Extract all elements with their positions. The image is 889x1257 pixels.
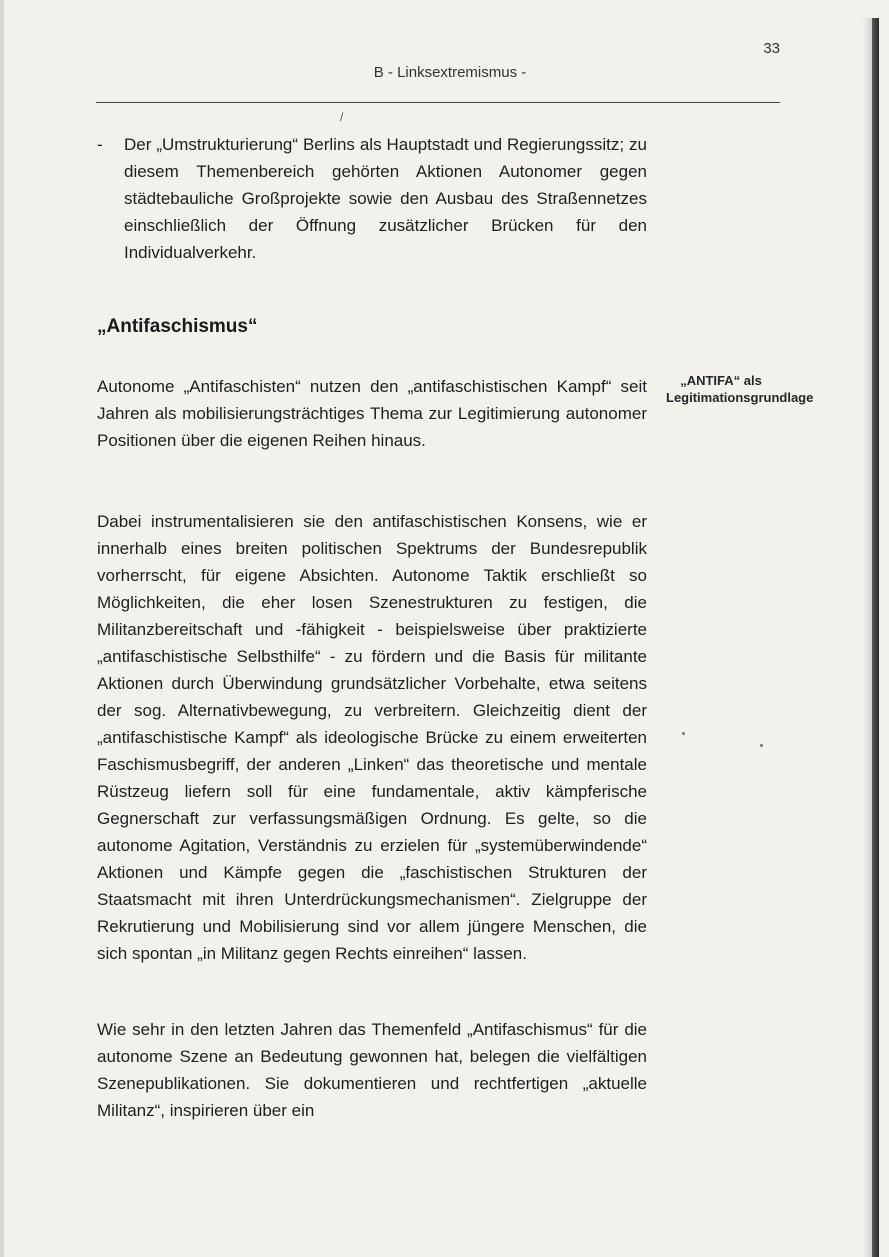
margin-note: „ANTIFA“ als Legitimationsgrundlage — [666, 373, 814, 405]
paragraph-1: Autonome „Antifaschisten“ nutzen den „antifaschistischen Kampf“ seit Jahren als mobilisierungsträchtiges Thema zur Legitimierung autonomer Positionen über die eigenen Reihen hinaus. — [97, 377, 647, 450]
paragraph-3: Wie sehr in den letzten Jahren das Themenfeld „Antifaschismus“ für die autonome Szene an Bedeutung gewonnen hat, belegen die vielfältigen Szenepublikationen. Sie dokumentieren und rechtfertigen „aktuelle Militanz“, inspirieren über ein — [97, 1020, 647, 1120]
section-heading: „Antifaschismus“ — [97, 316, 258, 337]
scan-binding-shadow — [862, 18, 872, 1257]
list-marker: - — [97, 135, 103, 154]
page-number: 33 — [763, 40, 780, 57]
paragraph-2: Dabei instrumentalisieren sie den antifaschistischen Konsens, wie er innerhalb eines breiten politischen Spektrums der Bundesrepublik vorherrscht, für eigene Absichten. Autonome Taktik erschließt so Möglichkeiten, die eher losen Szenestrukturen zu festigen, die Militanzbereitschaft und -fähigkeit - beispielsweise über praktizierte „antifaschistische Selbsthilfe“ - zu fördern und die Basis für militante Aktionen durch Überwindung grundsätzlicher Vorbehalte, etwa seitens der sog. Alternativbewegung, zu verbreitern. Gleichzeitig dient der „antifaschistische Kampf“ als ideologische Brücke zu einem erweiterten Faschismusbegriff, der anderen „Linken“ das theoretische und mentale Rüstzeug liefern soll für eine fundamentale, aktiv kämpferische Gegnerschaft zur verfassungsmäßigen Ordnung. Es gelte, so die autonome Agitation, Verständnis zu erzielen für „systemüberwindende“ Aktionen und Kämpfe gegen die „faschistischen Strukturen der Staatsmacht mit ihren Unterdrückungsmechanismen“. Zielgruppe der Rekrutierung und Mobilisierung sind vor allem jüngere Menschen, die sich spontan „in Militanz gegen Rechts einreihen“ lassen. — [97, 512, 647, 963]
scan-speck — [682, 732, 685, 735]
scan-speck — [760, 744, 763, 747]
list-item-text: Der „Umstrukturierung“ Berlins als Hauptstadt und Regierungssitz; zu diesem Themenbereich gehörten Aktionen Autonomer gegen städtebauliche Großprojekte sowie den Ausbau des Straßennetzes einschließlich der Öffnung zusätzlicher Brücken für den Individualverkehr. — [124, 135, 647, 262]
header-rule — [96, 102, 780, 103]
running-head: B - Linksextremismus - — [373, 64, 527, 81]
scan-mark: / — [340, 110, 344, 124]
scan-right-edge — [872, 18, 879, 1257]
scan-left-edge — [0, 0, 4, 1257]
